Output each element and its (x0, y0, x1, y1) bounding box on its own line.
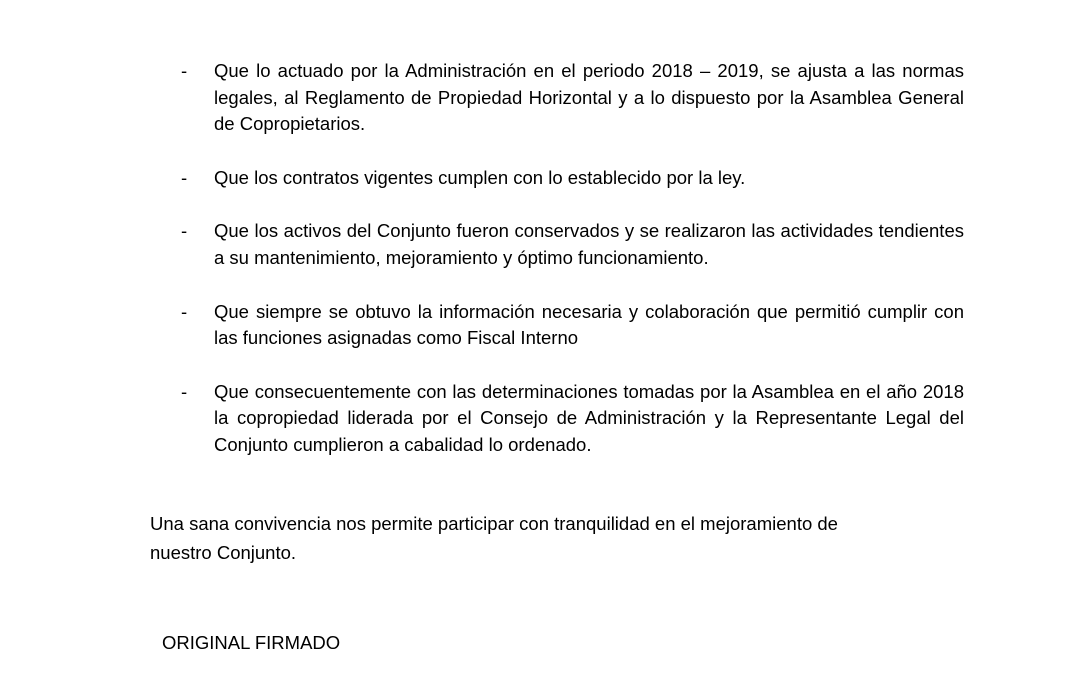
list-item (178, 58, 964, 138)
bullet-marker: - (181, 166, 188, 188)
bullet-marker: - (181, 300, 188, 322)
list-item-text: Que los activos del Conjunto fueron conservados y se realizaron las actividades tendientes a su mantenimiento, mejoramiento y óptimo funcionamiento. (214, 220, 964, 268)
closing-paragraph (150, 509, 950, 567)
bullet-marker: - (181, 380, 188, 402)
list-item (178, 379, 964, 459)
findings-list (178, 58, 964, 486)
list-item-text: Que los contratos vigentes cumplen con lo establecido por la ley. (214, 166, 746, 188)
list-item-text: Que consecuentemente con las determinaciones tomadas por la Asamblea en el año 2018 la copropiedad liderada por el Consejo de Administración y la Representante Legal del Conjunto cumplieron a cabalidad lo ordenado. (214, 380, 964, 455)
list-item (178, 218, 964, 271)
closing-line-2: nuestro Conjunto. (150, 542, 297, 563)
list-item-text: Que lo actuado por la Administración en el periodo 2018 – 2019, se ajusta a las normas legales, al Reglamento de Propiedad Horizontal y a lo dispuesto por la Asamblea General de Copropietarios. (214, 60, 964, 135)
list-item-text: Que siempre se obtuvo la información necesaria y colaboración que permitió cumplir con las funciones asignadas como Fiscal Interno (214, 300, 964, 349)
list-item (178, 165, 964, 192)
list-item (178, 299, 964, 352)
signature-text: ORIGINAL FIRMADO (162, 632, 341, 653)
closing-line-1: Una sana convivencia nos permite participar con tranquilidad en el mejoramiento de (150, 513, 838, 534)
bullet-marker: - (181, 220, 188, 242)
bullet-marker: - (181, 60, 188, 81)
